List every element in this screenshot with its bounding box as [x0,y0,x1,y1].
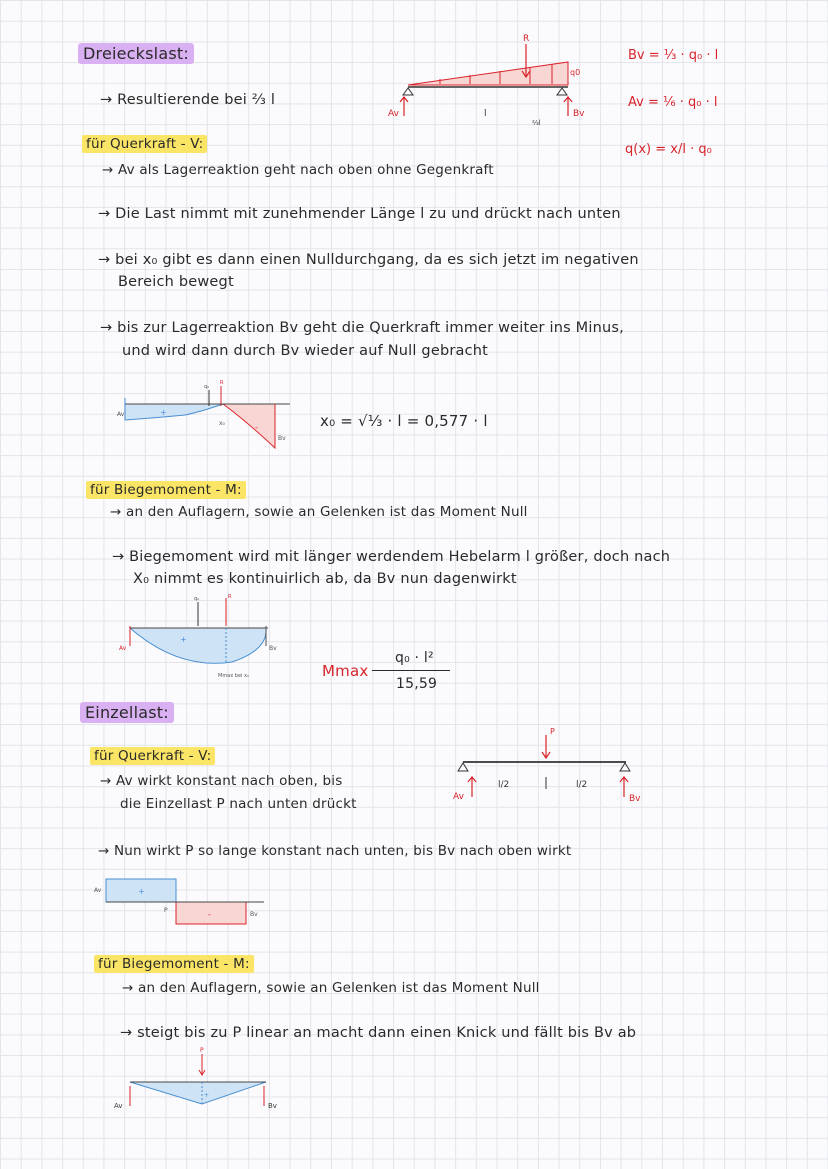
mmax-numerator: q₀ · l² [395,650,434,666]
label-R: R [523,34,530,44]
label-half-2: l/2 [576,780,588,790]
label-half-1: l/2 [498,780,510,790]
label-Bv: Bv [629,794,641,804]
label-Bv: Bv [250,911,258,918]
querkraft-1-line-4a: → bis zur Lagerreaktion Bv geht die Querkraft immer weiter ins Minus, [100,320,624,336]
label-Bv: Bv [268,1102,277,1110]
moment-area [130,1082,266,1104]
biegemoment-2-line-1: → an den Auflagern, sowie an Gelenken ist das Moment Null [122,980,540,996]
label-Bv: Bv [278,435,286,442]
label-two-thirds-l: ⅔l [532,119,541,127]
querkraft-2-line-1b: die Einzellast P nach unten drückt [120,796,357,812]
section-title-dreieckslast: Dreieckslast: [78,44,194,63]
mmax-fraction-bar [372,670,450,671]
label-q0: q₀ [204,384,210,390]
label-Bv: Bv [573,109,585,119]
querkraft-1-line-4b: und wird dann durch Bv wieder auf Null gebracht [122,343,489,359]
label-Bv: Bv [269,645,277,652]
biegemoment-1-line-2b: X₀ nimmt es kontinuirlich ab, da Bv nun dagenwirkt [133,571,517,587]
label-Av: Av [453,792,464,802]
biegemoment-1-line-1: → an den Auflagern, sowie an Gelenken ist das Moment Null [110,504,528,520]
shear-negative-area [176,902,246,924]
shear-diagram-point-load [92,872,282,932]
label-q0: q₀ [194,596,200,602]
moment-diagram-point-load [112,1042,302,1117]
resultant-note: → Resultierende bei ⅔ l [100,92,276,108]
querkraft-heading-2: für Querkraft - V: [90,748,215,764]
label-Av: Av [114,1102,123,1110]
moment-diagram-triangle [118,590,288,685]
label-R: R [228,594,232,600]
sign-plus: + [180,635,187,644]
label-Av: Av [94,887,102,894]
querkraft-1-line-2: → Die Last nimmt mit zunehmender Länge l zu und drückt nach unten [98,206,621,222]
x0-formula: x₀ = √⅓ · l = 0,577 · l [320,412,488,430]
querkraft-2-line-1a: → Av wirkt konstant nach oben, bis [100,773,343,789]
sign-plus: + [160,408,167,417]
querkraft-1-line-3b: Bereich bewegt [118,274,234,290]
querkraft-2-line-2: → Nun wirkt P so lange konstant nach unten, bis Bv nach oben wirkt [98,843,572,859]
querkraft-heading-1: für Querkraft - V: [82,136,207,152]
label-Av: Av [117,411,125,418]
biegemoment-heading-2: für Biegemoment - M: [94,956,254,972]
point-load-beam-diagram [448,725,648,815]
section-title-einzellast: Einzellast: [80,703,174,722]
label-P: P [550,727,555,736]
shear-positive-area [125,404,223,420]
label-P: P [164,907,168,914]
triangle-load [408,62,568,85]
formula-qx: q(x) = x/l · q₀ [625,142,712,157]
label-Av: Av [119,645,127,652]
label-R: R [220,380,224,386]
label-Av: Av [388,109,399,119]
shear-negative-area [223,404,275,448]
shear-diagram-triangle [115,380,305,455]
sign-minus: - [255,423,258,432]
formula-bv: Bv = ⅓ · q₀ · l [628,48,719,63]
formula-av: Av = ⅙ · q₀ · l [628,95,718,110]
sign-plus: + [204,1092,210,1099]
querkraft-1-line-1: → Av als Lagerreaktion geht nach oben ohne Gegenkraft [102,162,494,178]
triangle-load-beam-diagram [380,30,600,130]
label-x0: x₀ [219,420,225,427]
sign-plus: + [138,887,145,896]
label-mmax-note: Mmax bei x₀ [218,673,249,679]
label-l: l [484,109,487,119]
label-P: P [200,1047,204,1054]
mmax-label: Mmax [322,662,369,680]
biegemoment-2-line-2: → steigt bis zu P linear an macht dann einen Knick und fällt bis Bv ab [120,1025,637,1041]
label-q0: q0 [570,68,581,77]
querkraft-1-line-3a: → bei x₀ gibt es dann einen Nulldurchgang, da es sich jetzt im negativen [98,252,639,268]
mmax-denominator: 15,59 [396,676,438,692]
moment-area [130,628,266,663]
biegemoment-1-line-2a: → Biegemoment wird mit länger werdendem Hebelarm l größer, doch nach [112,549,671,565]
sign-minus: - [208,910,211,919]
biegemoment-heading-1: für Biegemoment - M: [86,482,246,498]
